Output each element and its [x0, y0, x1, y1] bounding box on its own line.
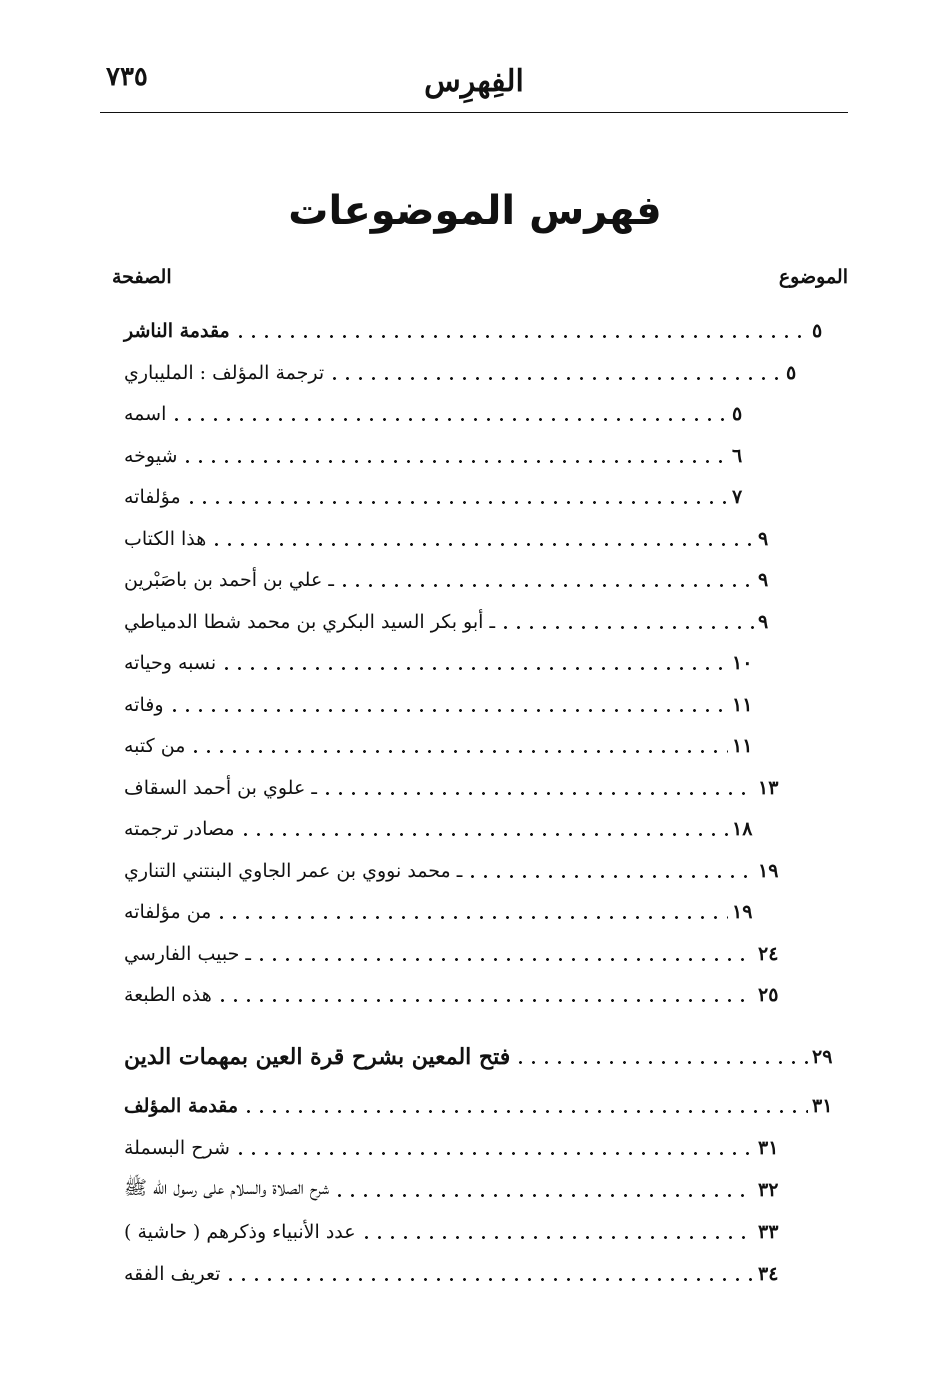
toc-entry-page: ١٨ — [732, 818, 753, 840]
toc-entry-page: ٣٢ — [758, 1179, 779, 1201]
toc-entry — [108, 398, 768, 430]
dot-leader — [514, 1061, 808, 1064]
dot-leader — [360, 1236, 754, 1239]
dot-leader — [216, 999, 754, 1002]
toc-entry-page: ٥ — [786, 362, 797, 384]
toc-entry — [108, 440, 768, 472]
toc-entry-page: ٦ — [732, 445, 743, 467]
toc-entry — [108, 606, 794, 638]
toc-entry-page: ٥ — [812, 320, 823, 342]
column-header — [100, 266, 848, 296]
toc-entry-title: اسمه — [124, 403, 167, 425]
toc-entry — [108, 938, 794, 970]
toc-entry — [108, 523, 794, 555]
toc-entry-page: ٣١ — [812, 1095, 833, 1117]
toc-entry — [108, 730, 768, 762]
toc-entry-title: مقدمة المؤلف — [124, 1095, 239, 1117]
toc-entry — [108, 772, 794, 804]
dot-leader — [220, 667, 728, 670]
toc-entry — [108, 481, 768, 513]
toc-entry-page: ٣٤ — [758, 1263, 779, 1285]
toc-entry-title: تعريف الفقه — [124, 1263, 221, 1285]
column-page-label: الصفحة — [112, 266, 172, 288]
toc-entry-title: مؤلفاته — [124, 486, 181, 508]
toc-entry-page: ١٣ — [758, 777, 779, 799]
dot-leader — [239, 833, 728, 836]
running-header — [100, 56, 848, 113]
dot-leader — [224, 1278, 754, 1281]
toc-entry-title: عدد الأنبياء وذكرهم ( حاشية ) — [124, 1221, 356, 1243]
toc-entry-title: ـ علي بن أحمد بن باصَبْرين — [124, 569, 334, 591]
toc-entry-title: هذه الطبعة — [124, 984, 212, 1006]
toc-entry-page: ٩ — [758, 569, 769, 591]
dot-leader — [234, 1152, 754, 1155]
toc-entry-page: ٧ — [732, 486, 743, 508]
toc-entry-title: ـ محمد نووي بن عمر الجاوي البنتني التناري — [124, 860, 463, 882]
toc-entry — [108, 813, 768, 845]
toc-entry-title: من مؤلفاته — [124, 901, 212, 923]
toc-entry-title: شرح الصلاة والسلام على رسول الله ﷺ — [124, 1177, 330, 1199]
toc-entry-page: ٥ — [732, 403, 743, 425]
toc-entry-page: ١١ — [732, 735, 753, 757]
toc-entry — [108, 1258, 794, 1290]
dot-leader — [466, 875, 754, 878]
toc-entry-page: ٩ — [758, 611, 769, 633]
toc-entry-title: مصادر ترجمته — [124, 818, 235, 840]
toc-entry-title: شيوخه — [124, 445, 178, 467]
toc-entry-page: ٣١ — [758, 1137, 779, 1159]
dot-leader — [189, 750, 728, 753]
toc-entry-title: ـ حبيب الفارسي — [124, 943, 251, 965]
toc-entry-page: ٢٥ — [758, 984, 779, 1006]
toc-entry — [108, 979, 794, 1011]
toc-entry-page: ١٩ — [732, 901, 753, 923]
dot-leader — [185, 501, 728, 504]
toc-entry-title: شرح البسملة — [124, 1137, 230, 1159]
toc-entry-page: ٩ — [758, 528, 769, 550]
dot-leader — [328, 377, 782, 380]
toc-entry-page: ١٠ — [732, 652, 753, 674]
toc-entry — [108, 855, 794, 887]
dot-leader — [181, 460, 728, 463]
page-title: فهرس الموضوعات — [288, 188, 662, 234]
toc-entry — [108, 647, 768, 679]
dot-leader — [210, 543, 754, 546]
toc-entry-title: ـ أبو بكر السيد البكري بن محمد شطا الدمياطي — [124, 611, 496, 633]
dot-leader — [499, 626, 754, 629]
toc-entry — [108, 564, 794, 596]
toc-entry-page: ٢٤ — [758, 943, 779, 965]
toc-entry — [108, 1174, 794, 1206]
toc-entry — [108, 1041, 848, 1073]
dot-leader — [234, 335, 808, 338]
toc-entry-page: ١١ — [732, 694, 753, 716]
dot-leader — [242, 1110, 808, 1113]
toc-entry-title: ترجمة المؤلف : المليباري — [124, 362, 325, 384]
toc-entry-title: من كتبه — [124, 735, 186, 757]
dot-leader — [215, 916, 728, 919]
toc-entry — [108, 315, 848, 347]
dot-leader — [168, 709, 728, 712]
toc-entry — [108, 689, 768, 721]
toc-entry-page: ٢٩ — [812, 1046, 833, 1068]
toc-entry-page: ١٩ — [758, 860, 779, 882]
header-page-number: ٧٣٥ — [106, 62, 148, 92]
toc-entry — [108, 357, 822, 389]
toc-entry-title: نسبه وحياته — [124, 652, 217, 674]
toc-entry-title: ـ علوي بن أحمد السقاف — [124, 777, 317, 799]
dot-leader — [333, 1194, 754, 1197]
toc-entry — [108, 1132, 794, 1164]
toc-entry-page: ٣٣ — [758, 1221, 779, 1243]
dot-leader — [255, 958, 754, 961]
toc-entry — [108, 1090, 848, 1122]
dot-leader — [170, 418, 728, 421]
column-topic-label: الموضوع — [778, 266, 848, 288]
toc-entry-title: هذا الكتاب — [124, 528, 207, 550]
dot-leader — [321, 792, 754, 795]
header-title: الفِهرِس — [424, 64, 524, 99]
toc-entry-title: فتح المعين بشرح قرة العين بمهمات الدين — [124, 1044, 511, 1070]
toc-entry-title: وفاته — [124, 694, 164, 716]
toc-entry — [108, 896, 768, 928]
toc-entry-title: مقدمة الناشر — [124, 320, 230, 342]
dot-leader — [338, 584, 754, 587]
toc-entry — [108, 1216, 794, 1248]
